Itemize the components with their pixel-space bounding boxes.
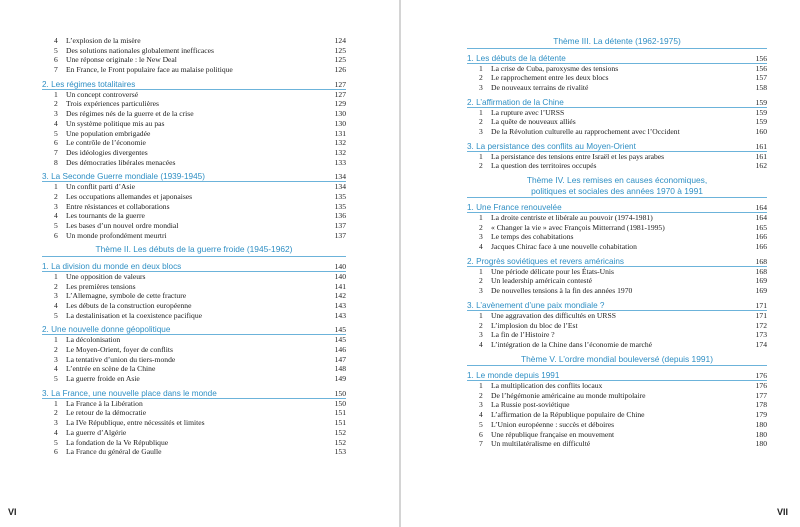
entry-page-number: 134 [334,182,346,192]
toc-entry [42,335,346,345]
entry-title: Une république française en mouvement [491,429,615,439]
entry-title: La Russie post-soviétique [491,400,570,410]
entry-title: En France, le Front populaire face au malaise politique [66,65,233,75]
entry-number: 5 [54,128,58,138]
entry-number: 7 [54,147,58,157]
toc-entry [42,428,346,438]
toc-entry [42,119,346,129]
page-folio-right: VII [776,507,788,517]
toc-entry [42,447,346,457]
toc-entry [467,232,767,242]
toc-entry [467,267,767,277]
entry-title: L’intégration de la Chine dans l’économie de marché [491,339,653,349]
toc-entry [42,148,346,158]
entry-title: Une réponse originale : le New Deal [66,55,177,65]
entry-title: L’Union européenne : succès et déboires [491,419,615,429]
entry-number: 3 [54,109,58,119]
section-heading [467,301,767,311]
toc-entry [42,418,346,428]
entry-title: L’explosion de la misère [66,36,141,45]
entry-title: La France du général de Gaulle [66,447,162,457]
entry-title: Une période délicate pour les États-Unis [491,266,614,276]
section-heading [42,389,346,399]
section-heading [42,172,346,182]
entry-page-number: 142 [334,291,346,301]
entry-title: Le temps des cohabitations [491,232,574,242]
entry-number: 1 [54,271,58,281]
entry-page-number: 132 [334,138,346,148]
entry-title: Les débuts de la construction européenne [66,300,192,310]
section-page-number: 127 [334,79,346,89]
entry-title: Des solutions nationales globalement inefficaces [66,45,214,55]
entry-page-number: 152 [334,437,346,447]
section-page-number: 140 [334,261,346,271]
entry-page-number: 133 [334,157,346,167]
entry-number: 4 [54,36,58,45]
entry-page-number: 135 [334,201,346,211]
section-title: 1. Le monde depuis 1991 [467,371,560,381]
entry-page-number: 161 [755,151,767,161]
entry-number: 1 [479,107,483,117]
entry-title: « Changer la vie » avec François Mitterrand (1981-1995) [491,222,665,232]
entry-page-number: 171 [755,310,767,320]
toc-entry [467,127,767,137]
entry-page-number: 143 [334,310,346,320]
toc-entry [42,291,346,301]
entry-title: La France à la Libération [66,398,143,408]
section-title: 2. Une nouvelle donne géopolitique [42,325,171,335]
section-title: 1. Une France renouvelée [467,203,562,212]
entry-title: La décolonisation [66,335,121,345]
toc-entry [42,109,346,119]
entry-title: Un système politique mis au pas [66,118,165,128]
section-title: 2. L’affirmation de la Chine [467,97,564,107]
entry-title: Un conflit parti d’Asie [66,182,135,192]
entry-number: 2 [479,161,483,171]
entry-page-number: 127 [334,89,346,99]
entry-number: 4 [54,364,58,374]
entry-number: 3 [479,232,483,242]
toc-entry [42,438,346,448]
entry-page-number: 156 [755,63,767,73]
toc-entry [42,301,346,311]
section-page-number: 161 [755,141,767,151]
entry-page-number: 152 [334,427,346,437]
section-page-number: 159 [755,97,767,107]
entry-number: 3 [479,286,483,296]
entry-page-number: 168 [755,266,767,276]
entry-page-number: 141 [334,281,346,291]
entry-page-number: 147 [334,354,346,364]
entry-number: 3 [479,126,483,136]
entry-title: Un leadership américain contesté [491,276,592,286]
entry-number: 5 [54,437,58,447]
entry-page-number: 180 [755,429,767,439]
entry-title: La fin de l’Histoire ? [491,330,555,340]
toc-entry [42,408,346,418]
entry-number: 1 [54,398,58,408]
entry-page-number: 125 [334,45,346,55]
entry-page-number: 179 [755,410,767,420]
entry-title: Un monde profondément meurtri [66,230,167,240]
entry-number: 6 [54,55,58,65]
entry-number: 1 [479,63,483,73]
toc-entry [467,152,767,162]
section-heading [467,371,767,381]
toc-entry [42,46,346,56]
entry-title: La tentative d’union du tiers-monde [66,354,176,364]
entry-page-number: 164 [755,213,767,222]
entry-page-number: 130 [334,118,346,128]
entry-number: 3 [54,354,58,364]
entry-title: L’implosion du bloc de l’Est [491,320,578,330]
entry-number: 4 [54,118,58,128]
entry-page-number: 166 [755,242,767,252]
theme-heading [467,354,767,367]
section-page-number: 150 [334,388,346,398]
entry-page-number: 162 [755,161,767,171]
section-heading [467,142,767,152]
entry-number: 3 [479,400,483,410]
entry-page-number: 178 [755,400,767,410]
entry-number: 1 [479,266,483,276]
toc-entry [42,311,346,321]
entry-title: La IVe République, entre nécessités et limites [66,418,205,428]
entry-page-number: 174 [755,339,767,349]
toc-entry [467,439,767,449]
toc-entry [42,65,346,75]
entry-title: Le Moyen-Orient, foyer de conflits [66,345,173,354]
toc-entry [467,242,767,252]
toc-entry [467,108,767,118]
theme-heading [42,244,346,257]
entry-number: 2 [54,281,58,291]
toc-entry [467,311,767,321]
section-page-number: 134 [334,172,346,182]
entry-number: 2 [479,222,483,232]
toc-entry [42,355,346,365]
toc-entry [42,231,346,241]
toc-entry [42,202,346,212]
entry-page-number: 148 [334,364,346,374]
entry-number: 7 [479,439,483,449]
entry-page-number: 140 [334,271,346,281]
entry-number: 4 [54,300,58,310]
toc-entry [42,399,346,409]
entry-page-number: 135 [334,191,346,201]
entry-page-number: 124 [334,36,346,45]
entry-page-number: 173 [755,330,767,340]
entry-title: Les bases d’un nouvel ordre mondial [66,221,179,230]
entry-number: 1 [54,89,58,99]
theme-title-line: politiques et sociales des années 1970 à 1991 [531,185,703,196]
entry-number: 2 [54,345,58,354]
entry-number: 1 [479,381,483,391]
entry-number: 4 [479,339,483,349]
toc-entry [467,286,767,296]
entry-page-number: 177 [755,390,767,400]
entry-number: 1 [54,335,58,345]
entry-number: 7 [54,65,58,75]
entry-page-number: 169 [755,286,767,296]
section-page-number: 176 [755,371,767,381]
entry-number: 3 [54,201,58,211]
entry-page-number: 151 [334,408,346,418]
theme-title-line: Thème III. La détente (1962-1975) [553,36,681,46]
toc-entry [467,410,767,420]
section-title: 3. La France, une nouvelle place dans le monde [42,388,217,398]
section-heading [467,203,767,213]
entry-number: 5 [479,419,483,429]
entry-number: 6 [54,138,58,148]
section-page-number: 156 [755,53,767,63]
entry-title: Les premières tensions [66,281,136,291]
right-page [401,0,800,527]
entry-page-number: 153 [334,447,346,457]
section-title: 2. Progrès soviétiques et revers américains [467,256,624,266]
entry-title: La multiplication des conflits locaux [491,381,603,391]
right-table-of-contents [467,36,767,449]
section-heading [467,54,767,64]
entry-number: 2 [54,408,58,418]
entry-page-number: 166 [755,232,767,242]
toc-entry [42,374,346,384]
entry-number: 4 [54,427,58,437]
theme-title-line: Thème IV. Les remises en causes économiques, [526,175,708,185]
entry-title: La guerre d’Algérie [66,427,127,437]
toc-entry [42,272,346,282]
entry-number: 4 [54,211,58,221]
section-heading [467,257,767,267]
toc-entry [467,430,767,440]
theme-heading [467,175,767,198]
entry-title: La persistance des tensions entre Israël et les pays arabes [491,151,665,161]
entry-title: Jacques Chirac face à une nouvelle cohabitation [491,242,637,252]
toc-entry [467,223,767,233]
entry-title: La fondation de la Ve République [66,437,169,447]
entry-title: Des idéologies divergentes [66,147,148,157]
entry-title: La question des territoires occupés [491,161,597,171]
toc-entry [42,129,346,139]
theme-title-line: Thème II. Les débuts de la guerre froide (1945-1962) [95,244,293,255]
theme-heading [467,36,767,49]
entry-page-number: 180 [755,419,767,429]
entry-number: 5 [54,221,58,230]
toc-entry [42,158,346,168]
entry-title: Une opposition de valeurs [66,271,146,281]
section-heading [42,262,346,272]
toc-entry [42,192,346,202]
entry-title: Entre résistances et collaborations [66,201,170,211]
section-page-number: 145 [334,325,346,335]
entry-title: Le contrôle de l’économie [66,138,146,148]
entry-page-number: 157 [755,73,767,83]
entry-page-number: 136 [334,211,346,221]
entry-title: La quête de nouveaux alliés [491,117,576,127]
entry-title: Un concept controversé [66,89,139,99]
entry-title: Les occupations allemandes et japonaises [66,191,193,201]
entry-page-number: 137 [334,221,346,230]
entry-title: Le retour de la démocratie [66,408,147,418]
entry-number: 4 [479,242,483,252]
entry-title: Une aggravation des difficultés en URSS [491,310,616,320]
entry-page-number: 158 [755,82,767,92]
entry-page-number: 145 [334,335,346,345]
entry-number: 2 [54,191,58,201]
left-table-of-contents [42,36,346,457]
entry-title: L’entrée en scène de la Chine [66,364,156,374]
entry-page-number: 160 [755,126,767,136]
entry-title: Des régimes nés de la guerre et de la crise [66,109,194,119]
toc-entry [467,340,767,350]
entry-title: De nouveaux terrains de rivalité [491,82,589,92]
entry-number: 2 [479,117,483,127]
toc-entry [42,345,346,355]
toc-entry [42,55,346,65]
section-title: 1. Les débuts de la détente [467,53,566,63]
toc-entry [42,90,346,100]
entry-page-number: 159 [755,107,767,117]
entry-page-number: 176 [755,381,767,391]
toc-entry [467,117,767,127]
entry-title: Des démocraties libérales menacées [66,157,176,167]
entry-page-number: 137 [334,230,346,240]
entry-number: 3 [479,82,483,92]
theme-title-line: Thème V. L’ordre mondial bouleversé (depuis 1991) [521,353,713,364]
section-title: 3. La Seconde Guerre mondiale (1939-1945) [42,172,205,182]
entry-number: 2 [479,320,483,330]
entry-number: 3 [479,330,483,340]
entry-number: 8 [54,157,58,167]
entry-page-number: 159 [755,117,767,127]
section-page-number: 168 [755,256,767,266]
toc-entry [42,211,346,221]
entry-title: De nouvelles tensions à la fin des années 1970 [491,286,633,296]
toc-entry [42,364,346,374]
entry-page-number: 150 [334,398,346,408]
entry-page-number: 126 [334,65,346,75]
entry-page-number: 172 [755,320,767,330]
entry-page-number: 165 [755,222,767,232]
entry-title: Trois expériences particulières [66,99,159,109]
entry-number: 5 [54,374,58,384]
entry-page-number: 143 [334,300,346,310]
entry-number: 5 [54,45,58,55]
section-title: 3. La persistance des conflits au Moyen-Orient [467,141,636,151]
entry-title: La droite centriste et libérale au pouvoir (1974-1981) [491,213,653,222]
entry-page-number: 132 [334,147,346,157]
entry-number: 1 [54,182,58,192]
toc-entry [42,221,346,231]
toc-entry [467,420,767,430]
entry-number: 2 [479,390,483,400]
toc-entry [42,182,346,192]
entry-page-number: 180 [755,439,767,449]
toc-entry [42,282,346,292]
section-title: 3. L’avènement d’une paix mondiale ? [467,300,605,310]
entry-page-number: 169 [755,276,767,286]
toc-entry [467,400,767,410]
section-heading [42,80,346,90]
toc-entry [467,381,767,391]
entry-title: De la Révolution culturelle au rapprochement avec l’Occident [491,126,680,136]
section-heading [42,325,346,335]
toc-entry [467,276,767,286]
toc-entry [467,73,767,83]
entry-title: La destalinisation et la coexistence pacifique [66,310,202,320]
section-page-number: 171 [755,300,767,310]
entry-title: La guerre froide en Asie [66,374,140,384]
entry-number: 2 [479,73,483,83]
toc-entry [467,213,767,223]
toc-entry [467,391,767,401]
page-folio-left: VI [8,507,17,517]
entry-number: 6 [479,429,483,439]
entry-title: De l’hégémonie américaine au monde multipolaire [491,390,646,400]
entry-title: Le rapprochement entre les deux blocs [491,73,609,83]
toc-entry [42,36,346,46]
entry-number: 4 [479,410,483,420]
entry-page-number: 146 [334,345,346,354]
entry-page-number: 131 [334,128,346,138]
entry-number: 2 [479,276,483,286]
entry-title: Un multilatéralisme en difficulté [491,439,591,449]
left-page [0,0,399,527]
section-title: 1. La division du monde en deux blocs [42,261,182,271]
entry-page-number: 151 [334,418,346,428]
toc-entry [467,64,767,74]
entry-number: 3 [54,291,58,301]
entry-number: 1 [479,310,483,320]
entry-number: 6 [54,447,58,457]
toc-entry [42,138,346,148]
entry-title: Les tournants de la guerre [66,211,145,221]
toc-entry [467,83,767,93]
section-title: 2. Les régimes totalitaires [42,79,136,89]
entry-number: 1 [479,151,483,161]
toc-entry [467,321,767,331]
section-page-number: 164 [755,203,767,212]
entry-number: 3 [54,418,58,428]
entry-number: 5 [54,310,58,320]
entry-page-number: 125 [334,55,346,65]
toc-entry [467,161,767,171]
entry-title: La rupture avec l’URSS [491,107,565,117]
entry-number: 6 [54,230,58,240]
section-heading [467,98,767,108]
toc-entry [42,99,346,109]
entry-number: 2 [54,99,58,109]
entry-page-number: 149 [334,374,346,384]
entry-title: La crise de Cuba, paroxysme des tensions [491,63,619,73]
entry-page-number: 129 [334,99,346,109]
entry-title: Une population embrigadée [66,128,151,138]
entry-title: L’Allemagne, symbole de cette fracture [66,291,187,301]
entry-title: L’affirmation de la République populaire de Chine [491,410,645,420]
entry-number: 1 [479,213,483,222]
entry-page-number: 130 [334,109,346,119]
toc-entry [467,330,767,340]
